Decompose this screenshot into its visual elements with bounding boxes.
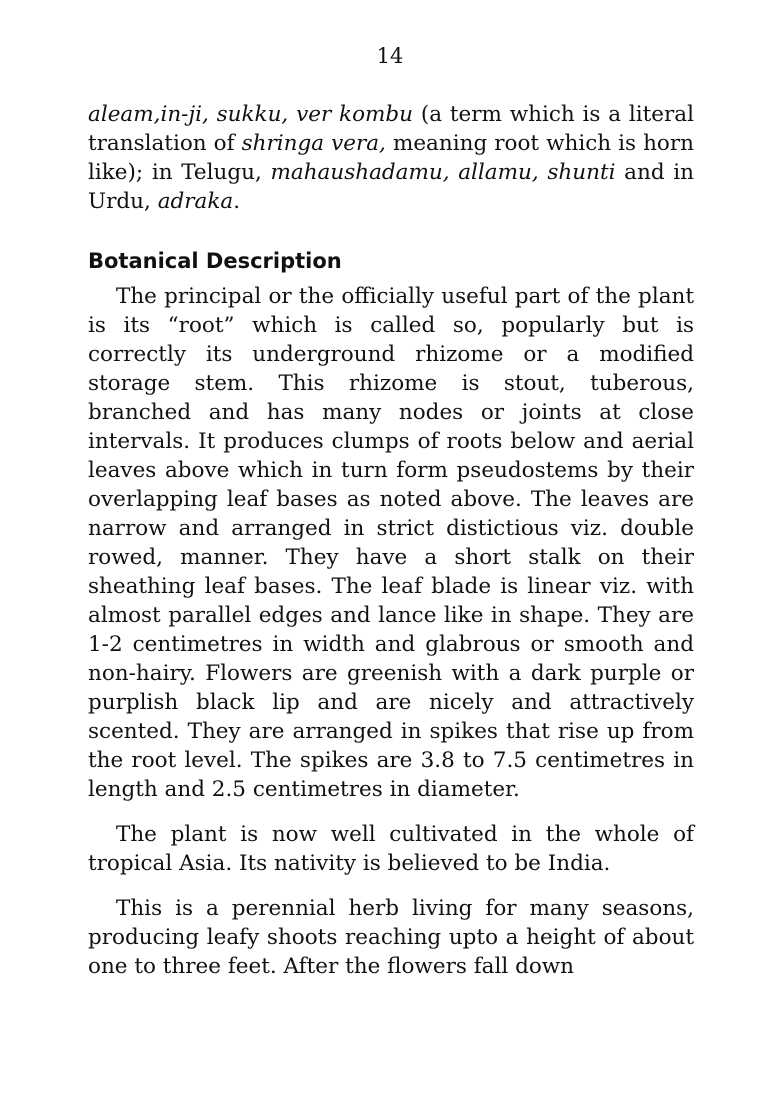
paragraph-perennial: This is a perennial herb living for many seasons, producing leafy shoots reaching upto a height of about one to three feet. After the flowers fall down bbox=[88, 896, 694, 979]
sanskrit-term: shringa vera, bbox=[241, 131, 386, 156]
intro-text-4: . bbox=[233, 189, 241, 214]
paragraph-botanical: The principal or the officially useful part of the plant is its “root” which is called so, popularly but is correctly its underground rhizome or a modified storage stem. This rhizome is stout, tuberous, branched and has many nodes or joints at close intervals. It produces clumps of roots below and aerial leaves above which in turn form pseudostems by their overlapping leaf bases as noted above. The leaves are narrow and arranged in strict distictious viz. double rowed, manner. They have a short stalk on their sheathing leaf bases. The leaf blade is linear viz. with almost parallel edges and lance like in shape. They are 1-2 centimetres in width and glabrous or smooth and non-hairy. Flowers are greenish with a dark purple or purplish black lip and are nicely and attractively scented. They are arranged in spikes that rise up from the root level. The spikes are 3.8 to 7.5 centimetres in length and 2.5 centimetres in diameter. bbox=[88, 284, 694, 802]
urdu-name: adraka bbox=[157, 189, 234, 214]
intro-paragraph bbox=[88, 100, 694, 216]
telugu-names: mahaushadamu, allamu, shunti bbox=[270, 160, 616, 185]
tamil-names: aleam,in-ji, sukku, ver kombu bbox=[88, 102, 414, 127]
intro-text-3: and in Urdu, bbox=[88, 160, 694, 214]
page-content bbox=[88, 100, 694, 981]
section-heading: Botanical Description bbox=[88, 249, 342, 273]
intro-text-2: meaning root which is horn like); in Telugu, bbox=[88, 131, 694, 185]
page-number: 14 bbox=[376, 44, 404, 68]
intro-text-1: (a term which is a literal translation of bbox=[88, 102, 694, 156]
paragraph-cultivation: The plant is now well cultivated in the whole of tropical Asia. Its nativity is believed to be India. bbox=[88, 822, 694, 876]
